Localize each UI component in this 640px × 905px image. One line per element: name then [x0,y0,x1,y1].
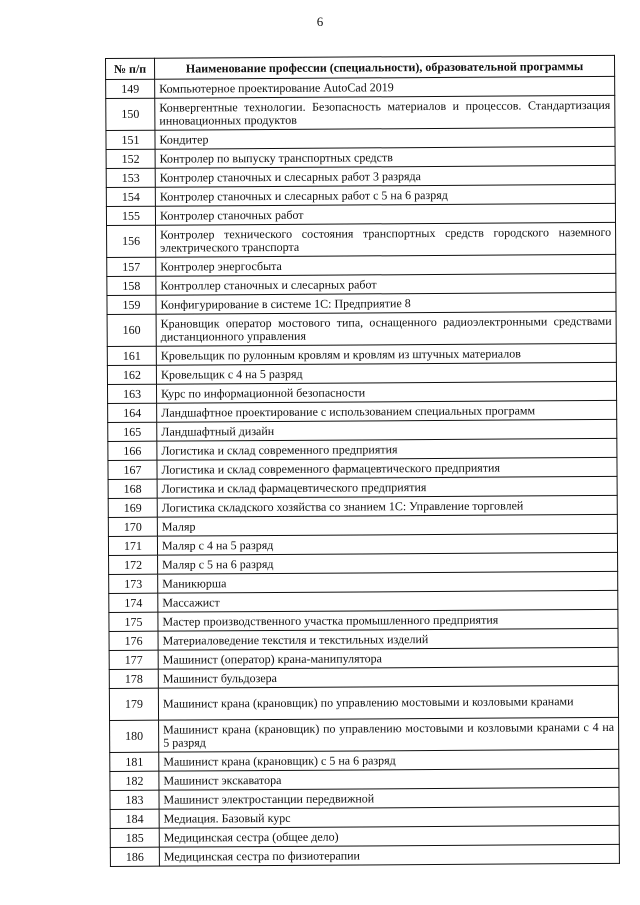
row-program-name: Конвергентные технологии. Безопасность материалов и процессов. Стандартизация инновационных продуктов [155,95,615,130]
row-number: 180 [110,720,159,752]
table-body [106,76,620,866]
row-number: 152 [106,149,155,168]
row-program-name: Маляр с 5 на 6 разряд [158,552,618,574]
row-number: 179 [109,688,158,720]
row-program-name: Контролер энергосбыта [156,254,616,276]
row-number: 159 [107,295,156,314]
row-number: 173 [109,574,158,593]
row-number: 174 [109,593,158,612]
row-number: 185 [110,828,159,847]
row-program-name: Маляр [157,514,617,536]
row-program-name: Машинист бульдозера [158,666,618,688]
row-number: 177 [109,650,158,669]
row-number: 157 [107,257,156,276]
row-program-name: Материаловедение текстиля и текстильных изделий [158,628,618,650]
table-row [106,95,615,130]
table-row [109,685,618,720]
row-number: 183 [110,790,159,809]
row-number: 155 [106,206,155,225]
professions-table [105,55,620,867]
row-program-name: Массажист [158,590,618,612]
row-program-name: Контролер станочных и слесарных работ с 5 на 6 разряд [155,184,615,206]
row-program-name: Машинист электростанции передвижной [159,787,619,809]
row-number: 164 [108,403,157,422]
row-program-name: Медицинская сестра по физиотерапии [159,844,619,866]
row-number: 163 [107,384,156,403]
row-program-name: Логистика и склад современного фармацевтического предприятия [157,457,617,479]
table-row [110,844,619,866]
row-program-name: Курс по информационной безопасности [156,381,616,403]
row-program-name: Контролер технического состояния транспортных средств городского наземного электрического транспорта [156,222,616,257]
row-number: 170 [108,517,157,536]
row-number: 169 [108,498,157,517]
row-number: 166 [108,441,157,460]
row-program-name: Медиация. Базовый курс [159,806,619,828]
row-number: 181 [110,752,159,771]
row-number: 186 [110,847,159,866]
row-number: 151 [106,130,155,149]
row-number: 153 [106,168,155,187]
row-number: 178 [109,669,158,688]
row-program-name: Маляр с 4 на 5 разряд [157,533,617,555]
row-program-name: Контролер станочных работ [155,203,615,225]
row-program-name: Контроллер станочных и слесарных работ [156,273,616,295]
row-number: 172 [109,555,158,574]
row-program-name: Медицинская сестра (общее дело) [159,825,619,847]
row-program-name: Ландшафтный дизайн [157,419,617,441]
row-program-name: Контролер станочных и слесарных работ 3 разряда [155,165,615,187]
row-number: 184 [110,809,159,828]
row-number: 168 [108,479,157,498]
row-number: 154 [106,187,155,206]
row-program-name: Конфигурирование в системе 1С: Предприятие 8 [156,292,616,314]
row-program-name: Кровельщик с 4 на 5 разряд [156,362,616,384]
row-program-name: Маникюрша [158,571,618,593]
row-program-name: Машинист экскаватора [159,768,619,790]
row-program-name: Логистика и склад современного предприятия [157,438,617,460]
row-program-name: Компьютерное проектирование AutoCad 2019 [155,76,615,98]
row-number: 171 [108,536,157,555]
row-number: 161 [107,346,156,365]
column-header-number: № п/п [106,58,155,79]
row-program-name: Логистика складского хозяйства со знанием 1С: Управление торговлей [157,495,617,517]
table-row [107,222,616,257]
row-number: 150 [106,98,155,130]
row-number: 165 [108,422,157,441]
table-row [107,311,616,346]
row-program-name: Кровельщик по рулонным кровлям и кровлям из штучных материалов [156,343,616,365]
row-program-name: Мастер производственного участка промышленного предприятия [158,609,618,631]
page-number: 6 [316,14,324,29]
row-number: 162 [107,365,156,384]
row-number: 176 [109,631,158,650]
column-header-name: Наименование профессии (специальности), образовательной программы [155,55,615,79]
row-program-name: Крановщик оператор мостового типа, оснащенного радиоэлектронными средствами дистанционного управления [156,311,616,346]
row-program-name: Машинист (оператор) крана-манипулятора [158,647,618,669]
row-number: 158 [107,276,156,295]
row-number: 160 [107,314,156,346]
row-program-name: Машинист крана (крановщик) по управлению мостовыми и козловыми кранами [158,685,618,720]
row-number: 167 [108,460,157,479]
row-program-name: Логистика и склад фармацевтического предприятия [157,476,617,498]
row-number: 175 [109,612,158,631]
row-program-name: Машинист крана (крановщик) по управлению мостовыми и козловыми кранами с 4 на 5 разряд [159,717,619,752]
row-program-name: Кондитер [155,127,615,149]
row-number: 156 [107,225,156,257]
row-number: 149 [106,79,155,98]
row-program-name: Машинист крана (крановщик) с 5 на 6 разряд [159,749,619,771]
row-program-name: Контролер по выпуску транспортных средств [155,146,615,168]
row-program-name: Ландшафтное проектирование с использованием специальных программ [157,400,617,422]
row-number: 182 [110,771,159,790]
table-row [110,717,619,752]
